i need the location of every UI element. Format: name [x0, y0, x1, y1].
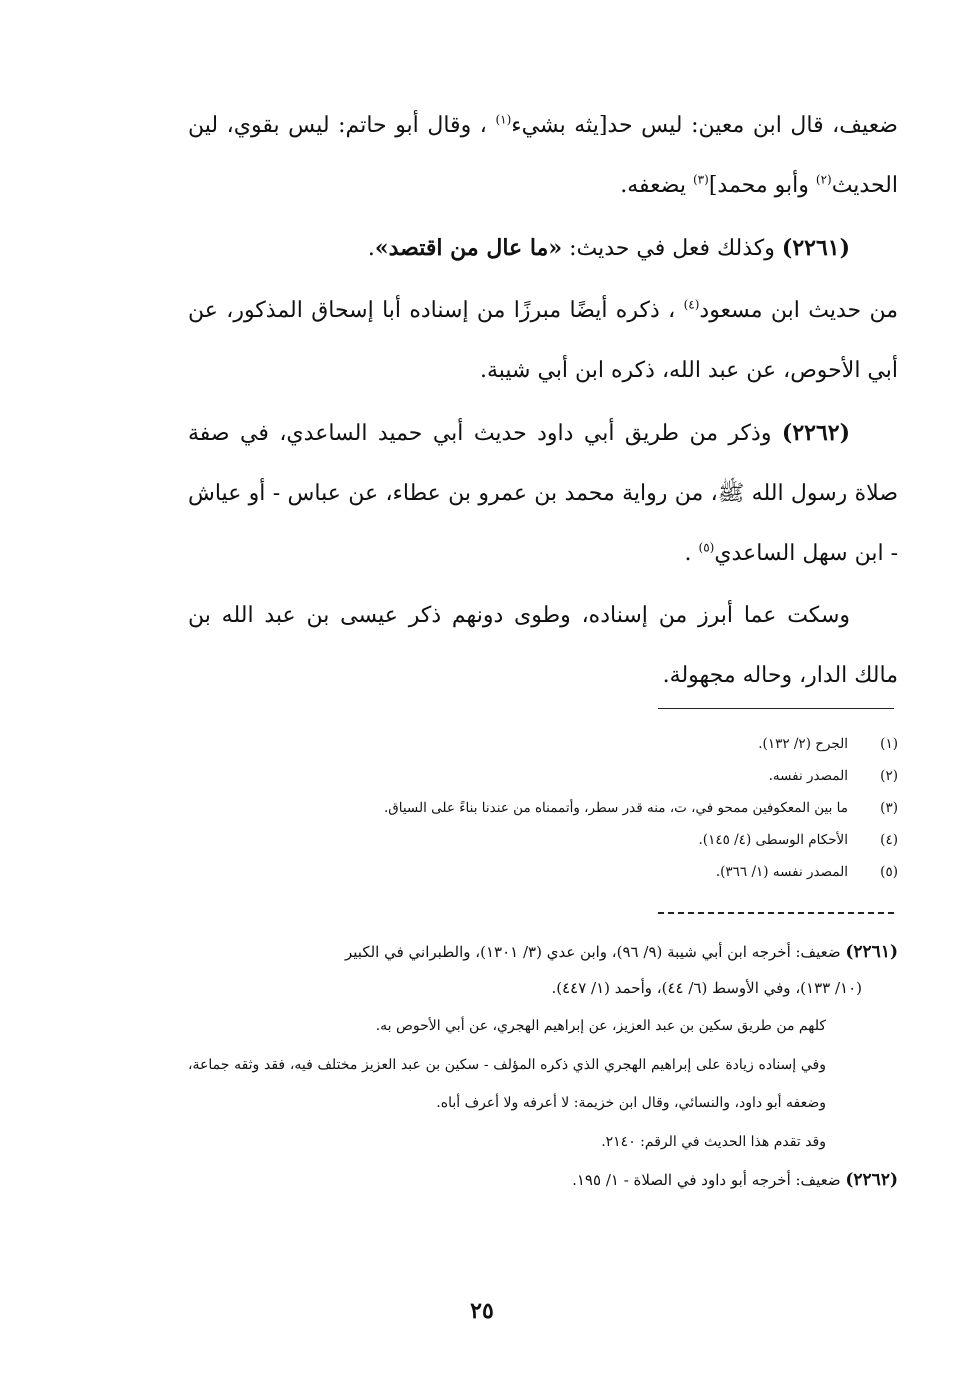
footnote-item	[188, 792, 898, 824]
footnote-number: (٣)	[880, 800, 898, 816]
takhrij-notes	[188, 934, 898, 1198]
entry-number: (٢٢٦١)	[781, 235, 850, 261]
footnote-ref[interactable]: (٥)	[698, 540, 715, 555]
takhrij-2261	[188, 934, 898, 970]
footnote-item	[188, 760, 898, 792]
main-text	[188, 96, 898, 706]
footnote-text: الجرح (٢/ ١٣٢).	[758, 736, 848, 752]
paragraph-1	[188, 96, 898, 216]
footnote-ref[interactable]: (١)	[495, 112, 512, 127]
paragraph-text: ، ذكره أيضًا مبرزًا من إسناده أبا إسحاق المذكور، عن أبي الأحوص، عن عبد الله، ذكره ابن أبي شيبة.	[188, 298, 898, 383]
entry-number: (٢٢٦٢)	[781, 420, 850, 446]
takhrij-text: وفي إسناده زيادة على إبراهيم الهجري الذي ذكره المؤلف - سكين بن عبد العزيز مختلف فيه، فقد وثقه جماعة، وضعفه أبو داود، والنسائي، وقال ابن خزيمة: لا أعرفه ولا أعرف أباه.	[188, 1057, 826, 1111]
takhrij-text: ضعيف: أخرجه ابن أبي شيبة (٩/ ٩٦)، وابن عدي (٣/ ١٣٠١)، والطبراني في الكبير	[344, 943, 841, 961]
takhrij-text: وقد تقدم هذا الحديث في الرقم: ٢١٤٠.	[601, 1134, 826, 1150]
paragraph-text: وكذلك فعل في حديث:	[569, 236, 775, 261]
takhrij-text: كلهم من طريق سكين بن عبد العزيز، عن إبراهيم الهجري، عن أبي الأحوص به.	[375, 1018, 826, 1034]
takhrij-2262	[188, 1162, 898, 1198]
entry-2261	[188, 218, 898, 279]
paragraph-text: لين الحديث	[188, 113, 898, 198]
footnote-item	[188, 728, 898, 760]
page-number: ٢٥	[470, 1298, 494, 1324]
footnote-text: المصدر نفسه (١/ ٣٦٦).	[715, 864, 848, 880]
takhrij-text: (١٠/ ١٣٣)، وفي الأوسط (٦/ ٤٤)، وأحمد (١/ ٤٤٧).	[551, 979, 862, 997]
takhrij-separator	[658, 912, 894, 914]
footnote-item	[188, 824, 898, 856]
footnote-number: (١)	[880, 736, 898, 752]
footnote-item	[188, 856, 898, 888]
footnote-ref[interactable]: (٤)	[683, 297, 700, 312]
punctuation: .	[367, 236, 375, 261]
footnote-text: الأحكام الوسطى (٤/ ١٤٥).	[698, 832, 848, 848]
paragraph-text: من حديث ابن مسعود	[699, 298, 899, 323]
footnote-separator	[658, 708, 894, 709]
footnotes	[188, 728, 898, 888]
footnote-text: المصدر نفسه.	[768, 768, 848, 784]
takhrij-number: (٢٢٦٢)	[845, 1170, 898, 1190]
paragraph-text: ، وقال أبو حاتم: ليس بقوي،	[226, 113, 487, 138]
footnote-text: ما بين المعكوفين ممحو في، ت، منه قدر سطر، وأتممناه من عندنا بناءً على السياق.	[383, 800, 848, 816]
paragraph-5	[188, 586, 898, 706]
punctuation: .	[684, 541, 692, 566]
hadith-title: «ما عال من اقتصد»	[374, 235, 563, 261]
takhrij-number: (٢٢٦١)	[845, 942, 898, 962]
takhrij-text: ضعيف: أخرجه أبو داود في الصلاة - ١/ ١٩٥.	[572, 1171, 841, 1189]
paragraph-3	[188, 281, 898, 401]
paragraph-text: وأبو محمد]	[708, 173, 809, 198]
footnote-number: (٤)	[880, 832, 898, 848]
footnote-ref[interactable]: (٣)	[692, 172, 709, 187]
paragraph-text: وذكر من طريق أبي داود حديث أبي حميد الساعدي، في صفة صلاة رسول الله ﷺ، من رواية محمد بن عمرو بن عطاء، عن عباس - أو عياش - ابن سهل الساعدي	[188, 421, 898, 566]
paragraph-text: يضعفه.	[620, 173, 686, 198]
paragraph-text: ضعيف، قال ابن معين: ليس حد[يثه بشيء	[511, 113, 898, 138]
entry-2262	[188, 403, 898, 584]
footnote-number: (٥)	[880, 864, 898, 880]
paragraph-text: وسكت عما أبرز من إسناده، وطوى دونهم ذكر عيسى بن عبد الله بن مالك الدار، وحاله مجهولة.	[188, 603, 898, 688]
footnote-number: (٢)	[880, 768, 898, 784]
footnote-ref[interactable]: (٢)	[815, 172, 832, 187]
